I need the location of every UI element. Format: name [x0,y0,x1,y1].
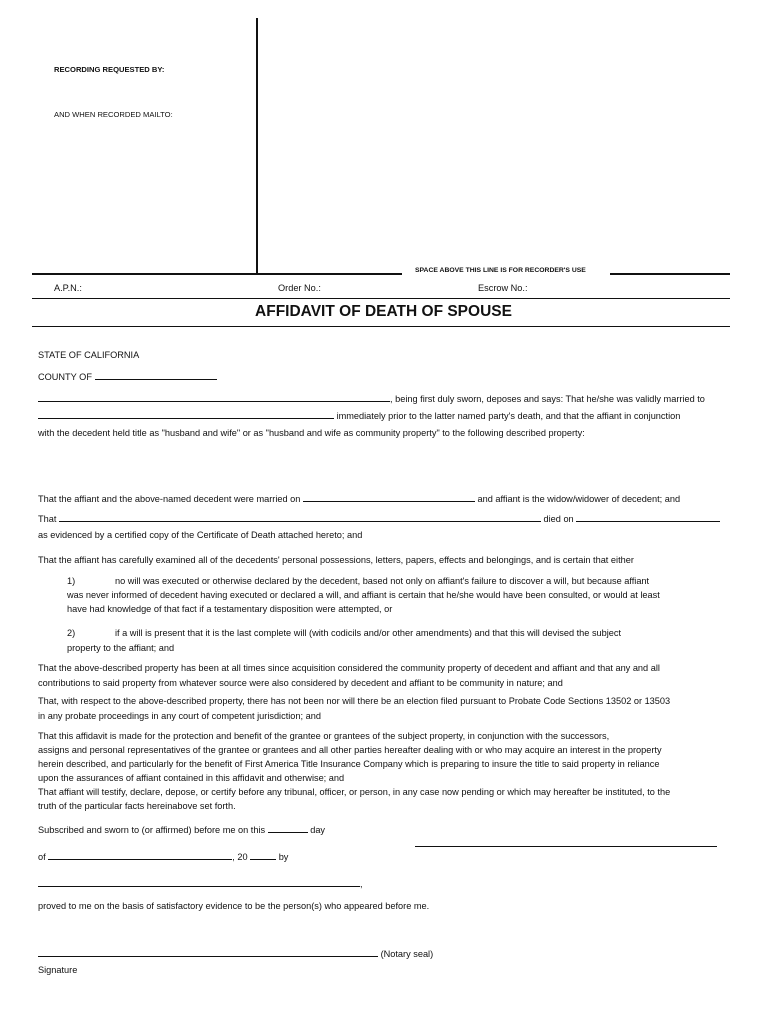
recorder-line-right [610,273,730,275]
died-line [38,512,720,525]
day-text: day [310,825,326,835]
para1-line2: immediately prior to the latter named party's death, and that the affiant in conjunction [336,411,681,421]
spouse-name-field[interactable] [38,409,334,419]
testify-line2: truth of the particular facts hereinabove set forth. [38,801,236,811]
recorder-space-note: SPACE ABOVE THIS LINE IS FOR RECORDER'S USE [415,267,586,274]
widow-text: and affiant is the widow/widower of decedent; and [477,494,681,504]
county-line [38,370,217,383]
item1-line2: was never informed of decedent having executed or declared a will, and affiant is certain that he/she would have been consulted, or would at least [67,590,660,600]
of-text: of [38,852,46,862]
decedent-name-field[interactable] [59,512,541,522]
community-line1: That the above-described property has been at all times since acquisition considered the community property of decedent and affiant and that any and all [38,663,660,673]
marriage-date-field[interactable] [303,492,475,502]
comma-text: , [360,879,363,889]
subscribed-line [38,823,325,836]
protection-line1: That this affidavit is made for the protection and benefit of the grantee or grantees of the subject property, in conjunction with the successors, [38,731,610,741]
affiant-name-field[interactable] [38,392,390,402]
spouse-line [38,409,680,422]
subscribed-text: Subscribed and sworn to (or affirmed) before me on this [38,825,266,835]
order-no-label: Order No.: [278,283,321,293]
item2-line1: if a will is present that it is the last complete will (with codicils and/or other amendments) and that this will devised the subject [115,628,622,638]
examined-text: That the affiant has carefully examined all of the decedents' personal possessions, letters, papers, effects and belongings, and is certain that either [38,555,634,565]
recorder-line-left [32,273,402,275]
affiant-line [38,392,705,405]
escrow-no-label: Escrow No.: [478,283,528,293]
apn-divider [32,298,730,299]
year-prefix-text: , 20 [232,852,248,862]
community-line2: contributions to said property from whatever source were also considered by decedent and affiant to be community in nature; and [38,678,563,688]
notary-seal-text: (Notary seal) [380,949,434,959]
date-line [38,850,288,863]
county-label: COUNTY OF [38,372,92,382]
by-name-field[interactable] [38,877,360,887]
notary-signature-line[interactable] [415,846,717,847]
proved-text: proved to me on the basis of satisfactory evidence to be the person(s) who appeared before me. [38,901,430,911]
signature-line [38,947,433,960]
signature-field[interactable] [38,947,378,957]
probate-line1: That, with respect to the above-described property, there has not been nor will there be an election filed pursuant to Probate Code Sections 13502 or 13503 [38,696,671,706]
mail-to-label: AND WHEN RECORDED MAILTO: [54,110,173,119]
year-field[interactable] [250,850,276,860]
county-field[interactable] [95,370,217,380]
state-label: STATE OF CALIFORNIA [38,350,140,360]
protection-line2: assigns and personal representatives of the grantee or grantees and all other parties hereafter dealing with or who may acquire an interest in the property [38,745,662,755]
testify-line1: That affiant will testify, declare, depose, or certify before any tribunal, officer, or person, in any case now pending or which may hereafter be instituted, to the [38,787,671,797]
married-text: That the affiant and the above-named decedent were married on [38,494,301,504]
item1-number: 1) [67,576,76,586]
protection-line3: herein described, and particularly for the benefit of First America Title Insurance Company which is preparing to insure the title to said property in reliance [38,759,660,769]
item1-line1: no will was executed or otherwise declared by the decedent, based not only on affiant's failure to discover a will, but because affiant [115,576,650,586]
title-divider [32,326,730,327]
by-text: by [278,852,289,862]
item1-line3: have had knowledge of that fact if a testamentary disposition were attempted, or [67,604,393,614]
that-text: That [38,514,57,524]
item2-line2: property to the affiant; and [67,643,175,653]
death-date-field[interactable] [576,512,720,522]
probate-line2: in any probate proceedings in any court of competent jurisdiction; and [38,711,321,721]
died-on-text: died on [543,514,574,524]
signature-label: Signature [38,965,78,975]
apn-label: A.P.N.: [54,283,82,293]
protection-line4: upon the assurances of affiant contained in this affidavit and otherwise; and [38,773,345,783]
item2-number: 2) [67,628,76,638]
by-name-line [38,877,363,890]
married-line [38,492,680,505]
month-field[interactable] [48,850,232,860]
recording-requested-by-label: RECORDING REQUESTED BY: [54,65,165,74]
para1-line3: with the decedent held title as "husband and wife" or as "husband and wife as community property" to the following described property: [38,428,585,438]
document-title: AFFIDAVIT OF DEATH OF SPOUSE [255,303,512,320]
header-vertical-divider [256,18,258,274]
evidenced-text: as evidenced by a certified copy of the Certificate of Death attached hereto; and [38,530,363,540]
day-field[interactable] [268,823,308,833]
para1-line1: , being first duly sworn, deposes and says: That he/she was validly married to [390,394,705,404]
